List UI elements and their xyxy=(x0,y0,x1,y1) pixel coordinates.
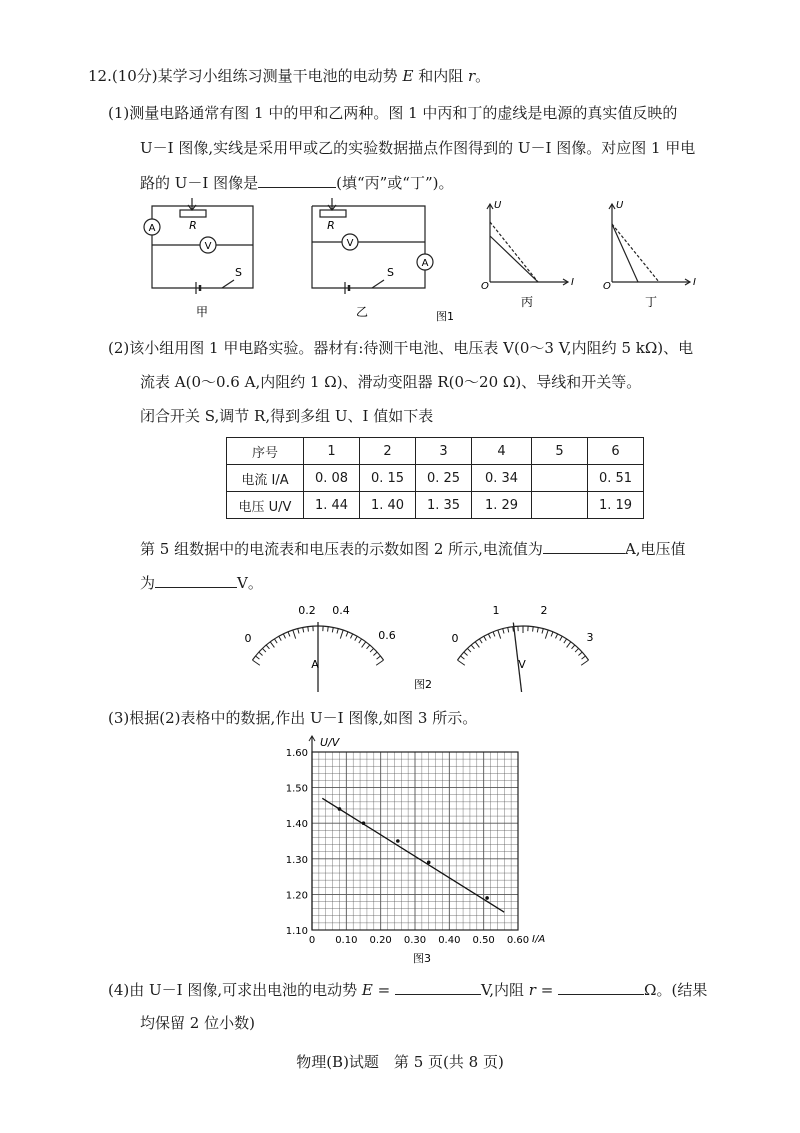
meter-tick xyxy=(377,656,381,659)
meter-tick xyxy=(567,642,571,648)
meter-tick xyxy=(471,645,474,649)
table-cell xyxy=(532,492,588,519)
table-cell: 2 xyxy=(360,438,416,465)
meter-tick xyxy=(362,642,366,648)
chart-title: 图3 xyxy=(413,952,431,965)
voltmeter-symbol-jia: V xyxy=(204,241,212,252)
question-intro: 某学习小组练习测量干电池的电动势 xyxy=(157,67,398,85)
graph-ding xyxy=(609,204,690,285)
x-tick-label: 0.50 xyxy=(472,935,495,946)
table-cell: 4 xyxy=(472,438,532,465)
label-yi: 乙 xyxy=(355,305,369,319)
circuit-jia xyxy=(144,198,253,294)
meter-tick xyxy=(533,627,534,632)
part2-line5-unit: V。 xyxy=(237,574,263,592)
meter-tick xyxy=(582,656,586,659)
meter-tick xyxy=(266,645,269,649)
meter-tick xyxy=(332,627,333,632)
part1-line3 xyxy=(140,173,454,193)
voltmeter-symbol-yi: V xyxy=(346,238,354,249)
meter-tick xyxy=(256,656,260,659)
meter-tick xyxy=(560,636,562,640)
meter-tick xyxy=(293,630,296,639)
table-cell: 电流 I/A xyxy=(227,465,304,492)
symbol-E: E xyxy=(402,67,414,85)
meter-tick xyxy=(270,642,274,648)
part4-text: (4)由 U－I 图像,可求出电池的电动势 xyxy=(108,981,358,999)
meter-tick xyxy=(493,632,495,637)
meter-tick xyxy=(308,627,309,632)
table-cell: 0. 25 xyxy=(416,465,472,492)
meter-tick xyxy=(503,629,504,634)
part2-line1: (2)该小组用图 1 甲电路实验。器材有:待测干电池、电压表 V(0～3 V,内阻约 5 kΩ)、电 xyxy=(108,339,694,357)
x-tick-label: 0.60 xyxy=(506,935,530,946)
meter-tick xyxy=(373,652,377,655)
meter-tick xyxy=(542,629,543,634)
part2-line4-text: 第 5 组数据中的电流表和电压表的示数如图 2 所示,电流值为 xyxy=(140,540,543,558)
meter-tick xyxy=(262,648,265,652)
emf-symbol: E = xyxy=(361,981,391,999)
x-tick-label: 0.30 xyxy=(403,935,427,946)
figure-2 xyxy=(236,598,616,692)
meter-tick xyxy=(359,639,362,643)
meter-tick xyxy=(350,634,352,639)
table-cell: 3 xyxy=(416,438,472,465)
table-cell xyxy=(532,465,588,492)
figure-3-chart xyxy=(270,734,560,968)
chart-grid xyxy=(312,752,518,930)
voltmeter-tick-label: 2 xyxy=(540,604,548,617)
question-number: 12. xyxy=(88,67,112,85)
table-cell: 序号 xyxy=(227,438,304,465)
table-cell: 1. 40 xyxy=(360,492,416,519)
meter-tick xyxy=(346,632,348,637)
meter-tick xyxy=(279,636,281,640)
ammeter-symbol-jia: A xyxy=(148,223,156,234)
part4-line2: 均保留 2 位小数) xyxy=(140,1014,255,1032)
ammeter-label: A xyxy=(311,658,319,671)
table-cell: 1. 35 xyxy=(416,492,472,519)
figure-1-caption: 图1 xyxy=(436,310,454,323)
question-score: (10分) xyxy=(111,67,158,85)
meter-tick xyxy=(575,648,578,652)
meter-tick xyxy=(581,660,588,665)
part1-line3-text: 路的 U－I 图像是 xyxy=(140,174,259,192)
resistance-symbol: r = xyxy=(528,981,554,999)
part4-line1 xyxy=(108,980,707,1000)
y-tick-label: 1.20 xyxy=(285,890,308,902)
voltmeter-tick-label: 3 xyxy=(586,631,594,644)
meter-tick xyxy=(259,652,263,655)
symbol-r: r xyxy=(467,67,476,85)
x-tick-label: 0.40 xyxy=(438,935,461,946)
meter-tick xyxy=(355,636,357,640)
chart-x-label: I/A xyxy=(532,934,546,945)
meter-tick xyxy=(283,634,285,639)
meter-tick xyxy=(488,634,490,639)
table-cell: 1. 19 xyxy=(588,492,644,519)
data-point xyxy=(427,861,431,865)
chart-ticks xyxy=(286,748,529,946)
axis-u-bing: U xyxy=(494,200,502,211)
meter-tick xyxy=(337,629,338,634)
part4-unit-v: V,内阻 xyxy=(480,981,524,999)
meter-tick xyxy=(572,645,575,649)
y-tick-label: 1.40 xyxy=(285,819,308,831)
meter-tick xyxy=(508,627,509,632)
meter-tick xyxy=(461,656,465,659)
data-point xyxy=(338,807,342,811)
data-point xyxy=(396,839,400,843)
part2-line5-text: 为 xyxy=(140,574,156,592)
part2-line4-unit: A,电压值 xyxy=(624,540,686,558)
x-tick-label: 0.10 xyxy=(335,935,358,946)
table-cell: 0. 15 xyxy=(360,465,416,492)
answer-blank-resistance[interactable] xyxy=(558,980,644,995)
answer-blank-1[interactable] xyxy=(258,173,336,188)
part1-line1: (1)测量电路通常有图 1 中的甲和乙两种。图 1 中丙和丁的虚线是电源的真实值反映的 xyxy=(108,104,678,122)
table-cell: 1 xyxy=(304,438,360,465)
meter-tick xyxy=(551,632,553,637)
meter-tick xyxy=(370,648,373,652)
answer-blank-current[interactable] xyxy=(543,539,625,554)
answer-blank-emf[interactable] xyxy=(395,980,481,995)
voltmeter-label: V xyxy=(518,658,526,671)
table-cell: 电压 U/V xyxy=(227,492,304,519)
figure-1 xyxy=(130,196,710,326)
question-intro-2: 和内阻 xyxy=(418,67,464,85)
meter-tick xyxy=(298,629,299,634)
label-ding: 丁 xyxy=(644,295,658,309)
x-tick-label: 0.20 xyxy=(369,935,392,946)
table-cell: 1. 44 xyxy=(304,492,360,519)
axis-i-bing: I xyxy=(571,277,574,288)
switch-label-yi: S xyxy=(387,266,394,279)
chart-y-label: U/V xyxy=(320,736,340,749)
origin-ding: O xyxy=(603,281,611,292)
meter-tick xyxy=(467,648,470,652)
meter-tick xyxy=(340,630,343,639)
voltmeter-tick-label: 0 xyxy=(451,632,459,645)
part3-line1: (3)根据(2)表格中的数据,作出 U－I 图像,如图 3 所示。 xyxy=(108,709,478,727)
meter-tick xyxy=(367,645,370,649)
x-tick-label: 0 xyxy=(308,935,316,946)
part2-line2: 流表 A(0～0.6 A,内阻约 1 Ω)、滑动变阻器 R(0～20 Ω)、导线和开关等。 xyxy=(140,373,642,391)
data-point xyxy=(362,821,366,825)
meter-tick xyxy=(274,639,277,643)
meter-tick xyxy=(498,630,501,639)
circuit-yi xyxy=(312,198,433,294)
part1-line3-hint: (填“丙”或“丁”)。 xyxy=(336,174,454,192)
switch-label-jia: S xyxy=(235,266,242,279)
meter-tick xyxy=(464,652,468,655)
y-tick-label: 1.30 xyxy=(285,854,308,866)
meter-tick xyxy=(303,627,304,632)
meter-tick xyxy=(484,636,486,640)
table-row xyxy=(227,438,644,465)
rheostat-label-yi: R xyxy=(327,219,335,232)
part1-line2: U－I 图像,实线是采用甲或乙的实验数据描点作图得到的 U－I 图像。对应图 1 甲电 xyxy=(140,139,696,157)
data-point xyxy=(485,896,489,900)
table-cell: 0. 08 xyxy=(304,465,360,492)
y-tick-label: 1.50 xyxy=(285,783,308,795)
meter-tick xyxy=(555,634,557,639)
part4-unit-ohm: Ω。(结果 xyxy=(644,981,708,999)
axis-i-ding: I xyxy=(693,277,696,288)
question-header xyxy=(88,66,490,86)
table-cell: 0. 51 xyxy=(588,465,644,492)
part2-line3: 闭合开关 S,调节 R,得到多组 U、I 值如下表 xyxy=(140,407,434,425)
question-intro-end: 。 xyxy=(475,67,491,85)
label-bing: 丙 xyxy=(520,295,534,309)
table-cell: 1. 29 xyxy=(472,492,532,519)
ammeter-tick-label: 0.2 xyxy=(298,604,316,617)
axis-u-ding: U xyxy=(616,200,624,211)
figure-2-caption: 图2 xyxy=(414,678,432,691)
meter-tick xyxy=(564,639,567,643)
label-jia: 甲 xyxy=(195,305,209,319)
answer-blank-voltage[interactable] xyxy=(155,573,237,588)
y-tick-label: 1.60 xyxy=(285,748,308,759)
rheostat-label-jia: R xyxy=(189,219,197,232)
table-row xyxy=(227,465,644,492)
meter-tick xyxy=(252,660,259,665)
meter-tick xyxy=(328,627,329,632)
ammeter-tick-label: 0 xyxy=(244,632,252,645)
voltmeter-tick-label: 1 xyxy=(492,604,500,617)
meter-tick xyxy=(479,639,482,643)
table-cell: 0. 34 xyxy=(472,465,532,492)
data-table xyxy=(226,437,644,519)
ammeter-dial xyxy=(252,622,383,692)
meter-tick xyxy=(545,630,548,639)
part2-line4 xyxy=(140,539,686,559)
y-tick-label: 1.10 xyxy=(285,926,308,937)
meter-tick xyxy=(457,660,464,665)
origin-bing: O xyxy=(481,281,489,292)
meter-tick xyxy=(537,627,538,632)
ammeter-tick-label: 0.4 xyxy=(332,604,350,617)
table-cell: 6 xyxy=(588,438,644,465)
table-cell: 5 xyxy=(532,438,588,465)
meter-tick xyxy=(475,642,479,648)
page-footer: 物理(B)试题 第 5 页(共 8 页) xyxy=(296,1053,504,1071)
meter-tick xyxy=(578,652,582,655)
ammeter-tick-label: 0.6 xyxy=(378,629,396,642)
graph-bing xyxy=(487,204,568,285)
ammeter-symbol-yi: A xyxy=(421,258,429,269)
part2-line5 xyxy=(140,573,263,593)
meter-tick xyxy=(376,660,383,665)
table-row xyxy=(227,492,644,519)
meter-tick xyxy=(288,632,290,637)
